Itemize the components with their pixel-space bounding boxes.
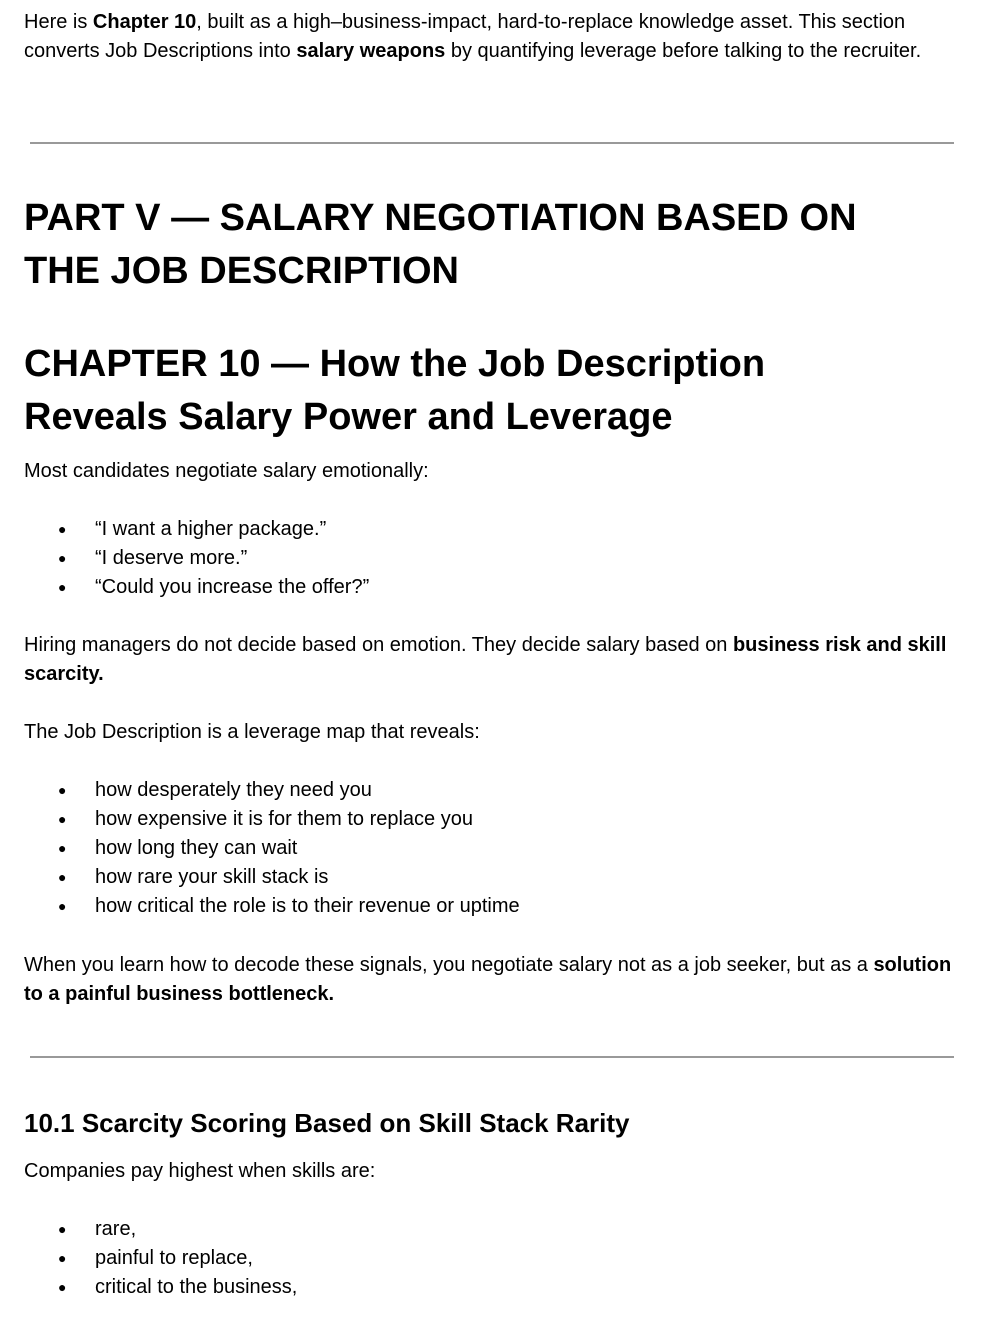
text: , built as a high–business-impact, hard-to-replace knowledge asset. This section converts Job Descriptions into: [24, 11, 906, 62]
text: by quantifying leverage before talking to the recruiter.: [445, 40, 922, 62]
text: Hiring managers do not decide based on emotion. They decide salary based on: [24, 634, 733, 656]
list-item: ● how long they can wait: [24, 834, 964, 863]
list-item: ● how expensive it is for them to replace you: [24, 805, 964, 834]
list-item: ● critical to the business,: [24, 1273, 964, 1302]
divider: [30, 142, 954, 144]
list-item: ● “Could you increase the offer?”: [24, 573, 964, 602]
list-item: ● how desperately they need you: [24, 776, 964, 805]
bold-text: salary weapons: [296, 40, 446, 62]
list-item: ● painful to replace,: [24, 1244, 964, 1273]
paragraph: Companies pay highest when skills are:: [24, 1160, 376, 1182]
bold-text: business risk and skill scarcity.: [24, 634, 947, 685]
intro-paragraph: [24, 8, 964, 66]
list-3: [24, 1215, 964, 1302]
paragraph: Most candidates negotiate salary emotionally:: [24, 460, 429, 482]
bold-text: Chapter 10: [92, 11, 197, 33]
list-item: ● how critical the role is to their revenue or uptime: [24, 892, 964, 921]
bold-text: solution to a painful business bottleneck.: [24, 954, 952, 1005]
list-item: ● “I deserve more.”: [24, 544, 964, 573]
list-1: [24, 515, 964, 602]
list-item: ● how rare your skill stack is: [24, 863, 964, 892]
paragraph: The Job Description is a leverage map that reveals:: [24, 721, 480, 743]
list-item: ● rare,: [24, 1215, 964, 1244]
divider: [30, 1056, 954, 1058]
section-title: 10.1 Scarcity Scoring Based on Skill Stack Rarity: [24, 1108, 630, 1138]
paragraph: [24, 951, 958, 1009]
list-item: ● “I want a higher package.”: [24, 515, 964, 544]
paragraph: [24, 631, 964, 689]
text: Here is: [24, 11, 93, 33]
list-2: [24, 776, 964, 921]
text: When you learn how to decode these signals, you negotiate salary not as a job seeker, but as a: [24, 954, 874, 976]
part-title: PART V — SALARY NEGOTIATION BASED ON THE JOB DESCRIPTION: [24, 197, 857, 292]
chapter-title: CHAPTER 10 — How the Job Description Reveals Salary Power and Leverage: [24, 343, 766, 438]
